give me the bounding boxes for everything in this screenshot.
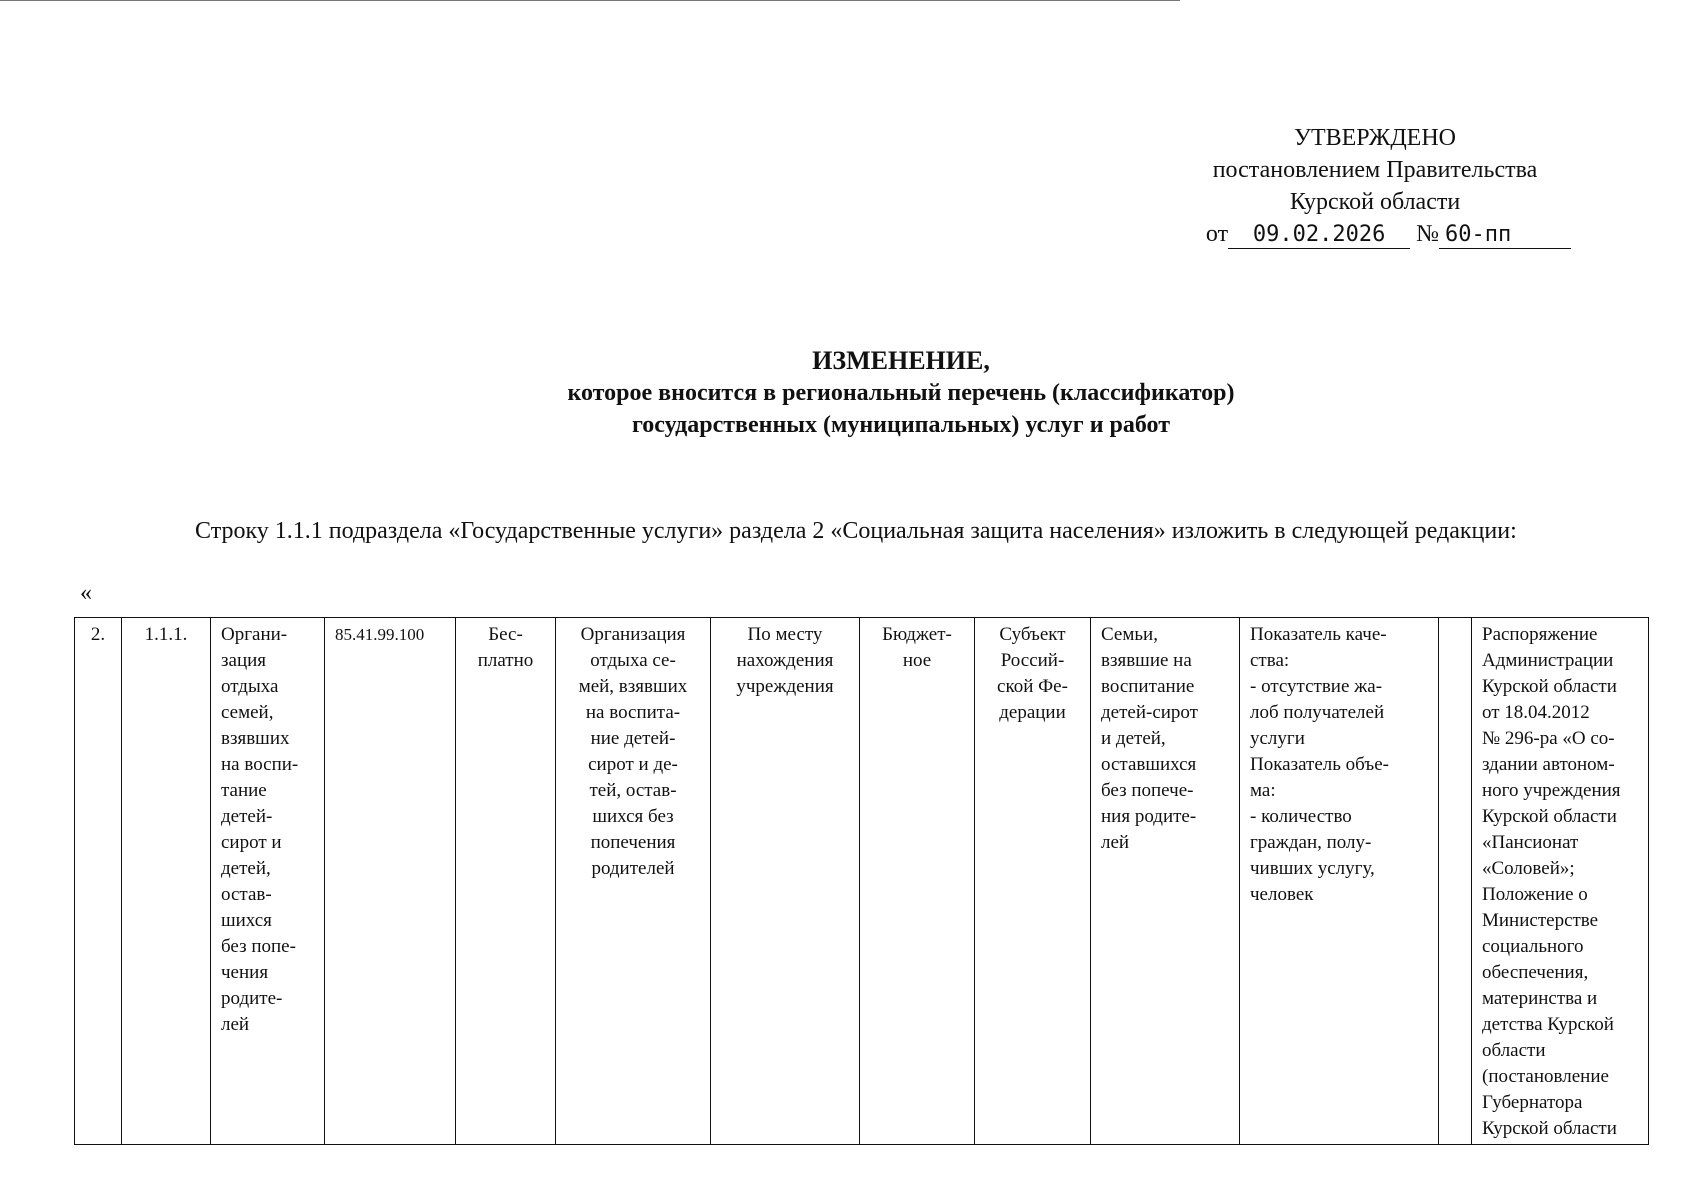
cell-indicators: Показатель каче- ства: - отсутствие жа- лоб получателей услуги Показатель объе- ма: - количество граждан, полу- чивших услугу, человек <box>1240 618 1439 1145</box>
open-quote-mark: « <box>80 580 92 606</box>
document-subtitle-line-2: государственных (муниципальных) услуг и работ <box>631 412 1171 438</box>
cell-service-name: Органи- зация отдыха семей, взявших на воспи- тание детей- сирот и детей, остав- шихся без попе- чения родите- лей <box>211 618 325 1145</box>
cell-authority-level: Субъект Россий- ской Фе- дерации <box>975 618 1091 1145</box>
cell-code: 1.1.1. <box>122 618 211 1145</box>
document-heading <box>0 345 1702 441</box>
approval-date: 09.02.2026 <box>1228 222 1410 249</box>
cell-okved-code: 85.41.99.100 <box>325 618 456 1145</box>
scan-top-edge-line <box>0 0 1180 1</box>
cell-institution-type: Бюджет- ное <box>860 618 975 1145</box>
approval-line-1: постановлением Правительства <box>1212 157 1538 183</box>
approval-stamp-block <box>1165 122 1585 250</box>
document-subtitle-line-1: которое вносится в региональный перечень (классификатор) <box>567 380 1235 406</box>
table-row <box>75 618 1649 1145</box>
approval-line-2: Курской области <box>1289 189 1461 215</box>
intro-paragraph: Строку 1.1.1 подраздела «Государственные услуги» раздела 2 «Социальная защита населения» изложить в следующей редакции: <box>195 518 1517 544</box>
cell-consumers: Семьи, взявшие на воспитание детей-сирот и детей, оставшихся без попече- ния родите- лей <box>1091 618 1240 1145</box>
approval-date-line <box>1165 218 1585 250</box>
number-prefix: № <box>1416 221 1439 247</box>
cell-conditions: По месту нахождения учреждения <box>711 618 860 1145</box>
cell-payment: Бес- платно <box>456 618 556 1145</box>
document-title: ИЗМЕНЕНИЕ, <box>812 346 990 375</box>
approval-number: 60-пп <box>1439 222 1571 249</box>
cell-legal-basis: Распоряжение Администрации Курской области от 18.04.2012 № 296-ра «О со- здании автоном- ного учреждения Курской области «Пансионат «Соловей»; Положение о Министерстве социального обеспечения, материнства и детства Курской области (постановление Губернатора Курской области <box>1472 618 1649 1145</box>
approval-title: УТВЕРЖДЕНО <box>1293 125 1457 151</box>
date-prefix: от <box>1205 221 1229 247</box>
cell-content: Организация отдыха се- мей, взявших на воспита- ние детей- сирот и де- тей, остав- шихся без попечения родителей <box>556 618 711 1145</box>
classifier-row-table <box>74 617 1649 1145</box>
cell-row-number: 2. <box>75 618 122 1145</box>
cell-empty <box>1439 618 1472 1145</box>
